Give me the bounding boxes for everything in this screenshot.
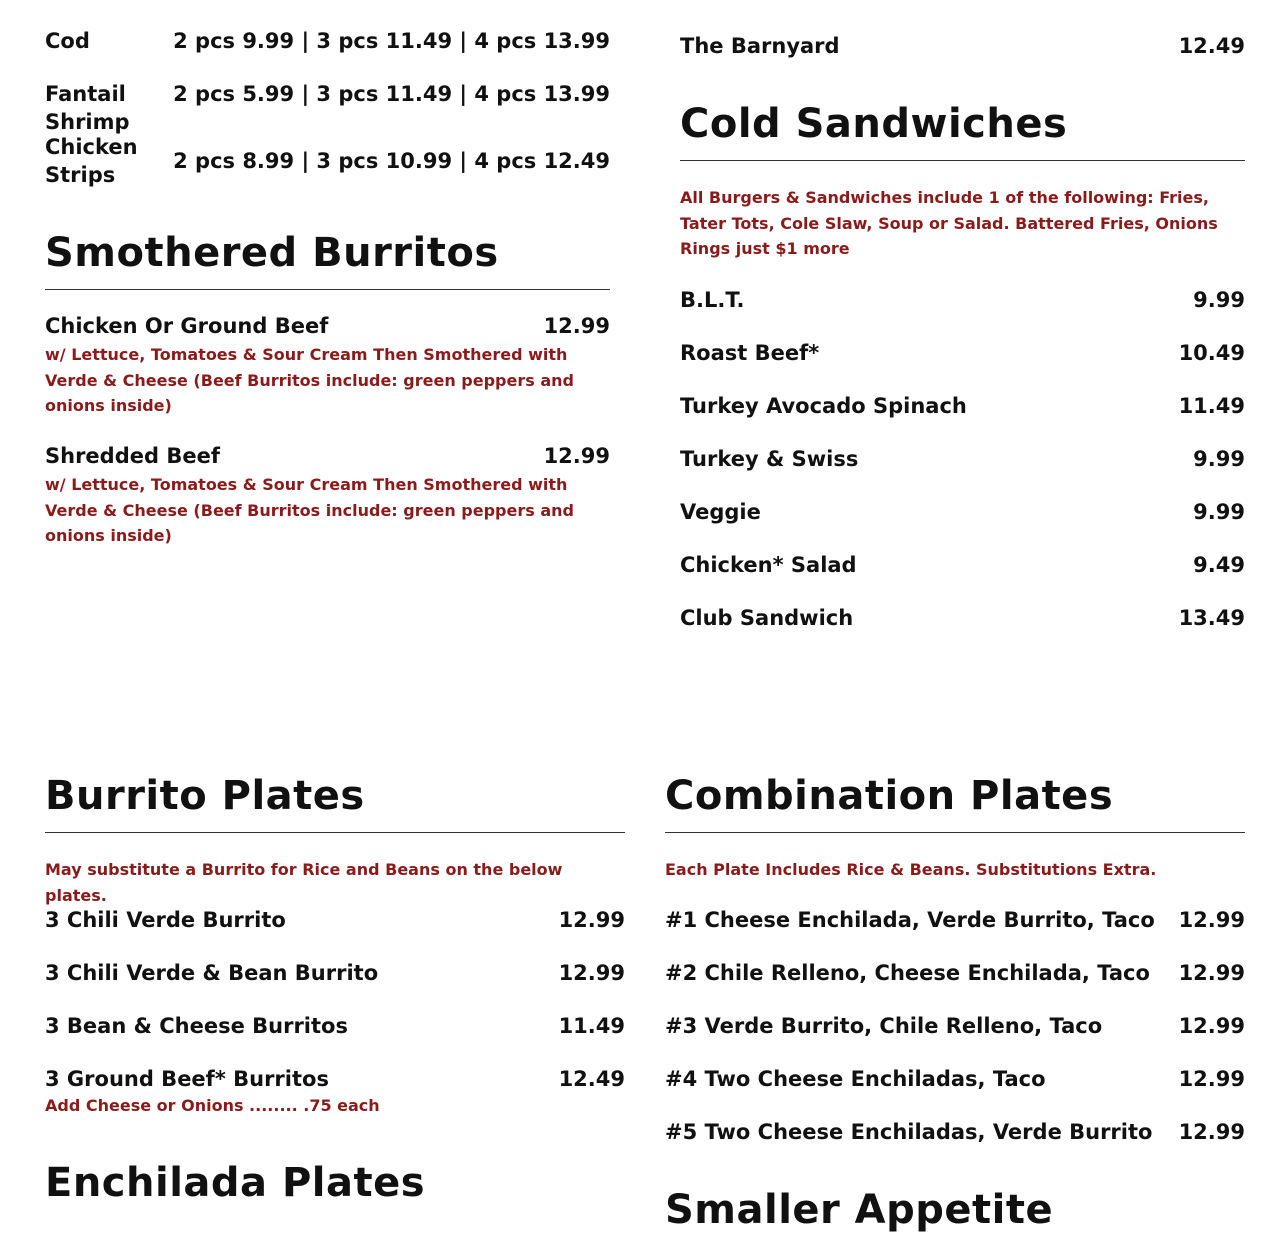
item-name: Turkey Avocado Spinach (680, 394, 967, 418)
item-price: 13.49 (1178, 606, 1245, 630)
item-price: 12.99 (1178, 961, 1245, 985)
item-price: 2 pcs 8.99 | 3 pcs 10.99 | 4 pcs 12.49 (173, 149, 610, 173)
item-price: 12.49 (558, 1067, 625, 1091)
menu-item (680, 392, 1245, 445)
menu-item (680, 551, 1245, 604)
menu-item (680, 604, 1245, 657)
item-name: Cod (45, 29, 90, 53)
item-name: The Barnyard (680, 34, 840, 58)
item-name: #5 Two Cheese Enchiladas, Verde Burrito (665, 1120, 1153, 1144)
item-name: #2 Chile Relleno, Cheese Enchilada, Taco (665, 961, 1150, 985)
item-description: w/ Lettuce, Tomatoes & Sour Cream Then Smothered with Verde & Cheese (Beef Burritos include: green peppers and onions inside) (45, 345, 574, 415)
item-price: 9.99 (1193, 288, 1245, 312)
menu-item (680, 286, 1245, 339)
item-name: Fantail Shrimp (45, 82, 130, 134)
item-name: 3 Ground Beef* Burritos (45, 1067, 329, 1091)
item-name: #3 Verde Burrito, Chile Relleno, Taco (665, 1014, 1103, 1038)
item-price: 9.49 (1193, 553, 1245, 577)
item-price: 9.99 (1193, 500, 1245, 524)
menu-item (665, 959, 1245, 1012)
item-name: Shredded Beef (45, 444, 220, 468)
item-price: 12.99 (543, 444, 610, 468)
item-name: Chicken* Salad (680, 553, 857, 577)
menu-item (680, 445, 1245, 498)
item-price: 12.99 (558, 908, 625, 932)
section-divider (45, 832, 625, 833)
item-price: 9.99 (1193, 447, 1245, 471)
section-note: All Burgers & Sandwiches include 1 of the following: Fries, Tater Tots, Cole Slaw, Soup or Salad. Battered Fries, Onions Rings just $1 more (680, 188, 1218, 258)
menu-item (45, 1065, 625, 1093)
menu-item (45, 906, 625, 959)
item-price: 12.99 (1178, 1014, 1245, 1038)
item-name: #4 Two Cheese Enchiladas, Taco (665, 1067, 1046, 1091)
menu-item (680, 339, 1245, 392)
menu-item-shredded-beef (45, 442, 610, 549)
section-heading-enchilada-plates: Enchilada Plates (45, 1160, 426, 1206)
item-price: 12.99 (1178, 1067, 1245, 1091)
menu-item-cod (45, 27, 610, 55)
item-row (45, 312, 610, 340)
menu-item-chicken-strips (45, 133, 610, 189)
item-name: B.L.T. (680, 288, 745, 312)
item-row (45, 442, 610, 470)
item-name: 3 Chili Verde Burrito (45, 908, 286, 932)
menu-item-the-barnyard (680, 32, 1245, 60)
section-note: May substitute a Burrito for Rice and Beans on the below plates. (45, 860, 563, 905)
item-price: 11.49 (558, 1014, 625, 1038)
item-price: 10.49 (1178, 341, 1245, 365)
item-price: 12.99 (1178, 908, 1245, 932)
menu-item (665, 1012, 1245, 1065)
menu-item (665, 1065, 1245, 1118)
section-heading-smothered-burritos: Smothered Burritos (45, 230, 499, 276)
item-name: #1 Cheese Enchilada, Verde Burrito, Taco (665, 908, 1155, 932)
combination-plates-list (665, 906, 1245, 1171)
section-divider (665, 832, 1245, 833)
item-price: 12.99 (558, 961, 625, 985)
item-name: Chicken Strips (45, 135, 138, 187)
item-price: 12.99 (1178, 1120, 1245, 1144)
item-price: 2 pcs 5.99 | 3 pcs 11.49 | 4 pcs 13.99 (173, 82, 610, 106)
menu-item-fantail-shrimp (45, 80, 610, 136)
cold-sandwich-list (680, 286, 1245, 657)
item-price: 11.49 (1178, 394, 1245, 418)
section-heading-cold-sandwiches: Cold Sandwiches (680, 101, 1068, 147)
menu-item (665, 906, 1245, 959)
menu-item (45, 959, 625, 1012)
item-name: Club Sandwich (680, 606, 854, 630)
item-name: Turkey & Swiss (680, 447, 859, 471)
item-price: 2 pcs 9.99 | 3 pcs 11.49 | 4 pcs 13.99 (173, 29, 610, 53)
item-name: Veggie (680, 500, 761, 524)
item-price: 12.99 (543, 314, 610, 338)
item-name: Roast Beef* (680, 341, 820, 365)
section-divider (680, 160, 1245, 161)
menu-item-chicken-or-ground-beef (45, 312, 610, 419)
section-note: Each Plate Includes Rice & Beans. Substitutions Extra. (665, 860, 1157, 879)
item-name: 3 Bean & Cheese Burritos (45, 1014, 348, 1038)
item-name: Chicken Or Ground Beef (45, 314, 329, 338)
menu-item (680, 498, 1245, 551)
section-divider (45, 289, 610, 290)
item-price: 12.49 (1178, 34, 1245, 58)
item-description: Add Cheese or Onions ........ .75 each (45, 1096, 380, 1115)
burrito-plates-list (45, 906, 625, 1119)
item-name: 3 Chili Verde & Bean Burrito (45, 961, 379, 985)
menu-item (45, 1012, 625, 1065)
menu-item (665, 1118, 1245, 1171)
section-heading-combination-plates: Combination Plates (665, 773, 1114, 819)
section-heading-burrito-plates: Burrito Plates (45, 773, 365, 819)
section-heading-smaller-appetite: Smaller Appetite (665, 1187, 1054, 1233)
item-description: w/ Lettuce, Tomatoes & Sour Cream Then Smothered with Verde & Cheese (Beef Burritos include: green peppers and onions inside) (45, 475, 574, 545)
